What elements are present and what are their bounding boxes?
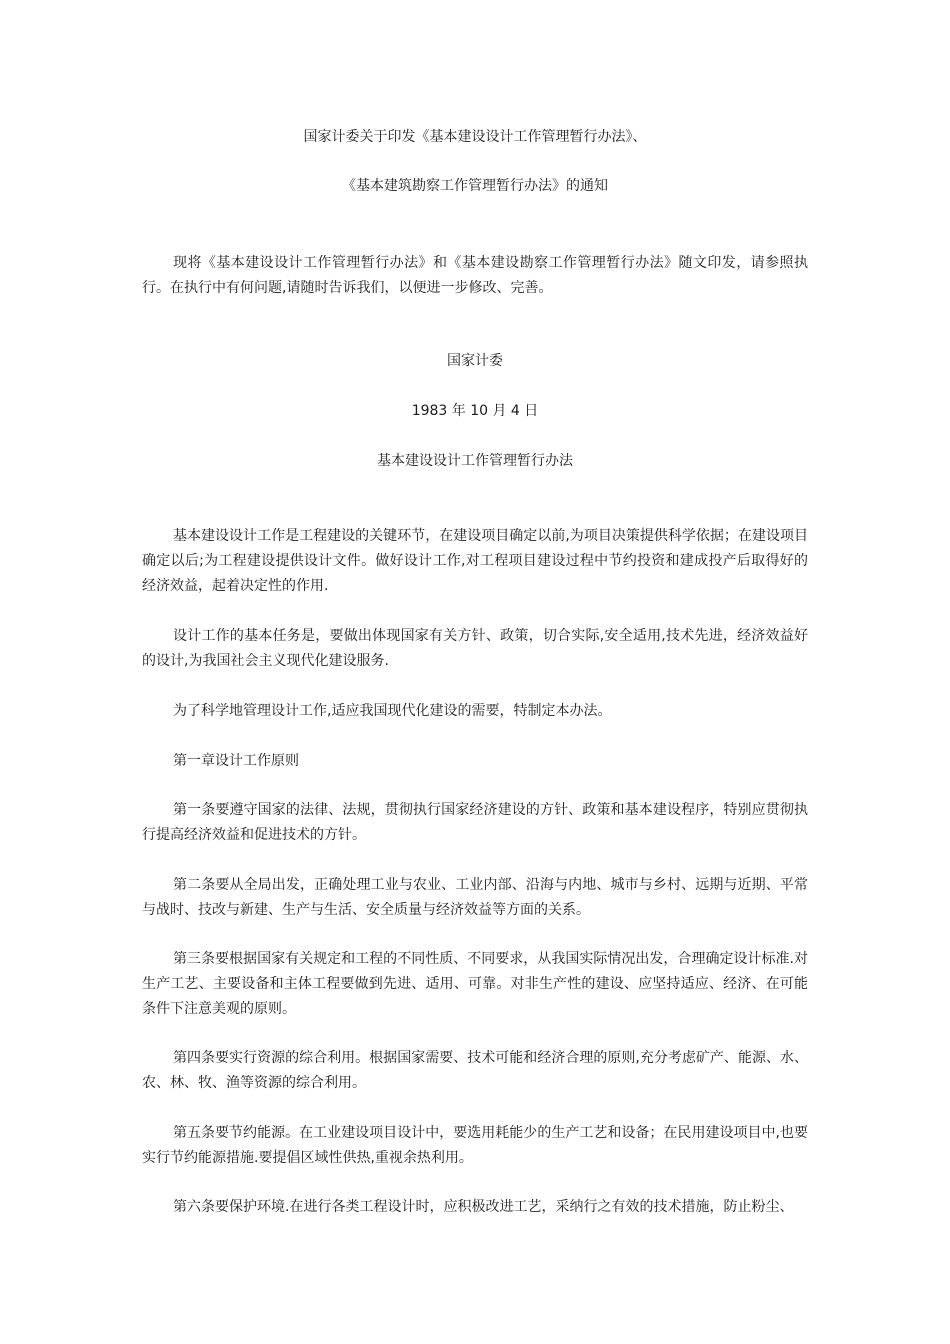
article-paragraph: 第四条要实行资源的综合利用。根据国家需要、技术可能和经济合理的原则,充分考虑矿产、能源、水、农、林、牧、渔等资源的综合利用。: [142, 1050, 808, 1091]
document-title-line-1: 国家计委关于印发《基本建设设计工作管理暂行办法》、: [303, 129, 647, 145]
issuer: 国家计委: [447, 353, 503, 369]
body-paragraph: 基本建设设计工作是工程建设的关键环节，在建设项目确定以前,为项目决策提供科学依据；在建设项目确定以后;为工程建设提供设计文件。做好设计工作,对工程项目建设过程中节约投资和建成投产后取得好的经济效益，起着决定性的作用.: [142, 528, 808, 594]
body-paragraph: 为了科学地管理设计工作,适应我国现代化建设的需要，特制定本办法。: [173, 703, 612, 719]
chapter-heading: 第一章设计工作原则: [173, 753, 299, 769]
article-paragraph: 第五条要节约能源。在工业建设项目设计中，要选用耗能少的生产工艺和设备；在民用建设项目中,也要实行节约能源措施.要提倡区域性供热,重视余热利用。: [142, 1125, 808, 1166]
article-paragraph: 第一条要遵守国家的法律、法规，贯彻执行国家经济建设的方针、政策和基本建设程序，特别应贯彻执行提高经济效益和促进技术的方针。: [142, 802, 808, 843]
intro-paragraph: 现将《基本建设设计工作管理暂行办法》和《基本建设勘察工作管理暂行办法》随文印发，请参照执行。在执行中有何问题,请随时告诉我们，以便进一步修改、完善。: [142, 255, 808, 296]
article-paragraph: 第六条要保护环境.在进行各类工程设计时，应积极改进工艺，采纳行之有效的技术措施，防止粉尘、: [173, 1199, 794, 1215]
document-title-line-2: 《基本建筑勘察工作管理暂行办法》的通知: [342, 178, 608, 194]
body-paragraph: 设计工作的基本任务是，要做出体现国家有关方针、政策，切合实际,安全适用,技术先进，经济效益好的设计,为我国社会主义现代化建设服务.: [142, 628, 808, 669]
issue-date: 1983 年 10 月 4 日: [411, 403, 539, 419]
article-paragraph: 第三条要根据国家有关规定和工程的不同性质、不同要求，从我国实际情况出发，合理确定设计标准.对生产工艺、主要设备和主体工程要做到先进、适用、可靠。对非生产性的建设、应坚持适应、经济、在可能条件下注意美观的原则。: [142, 951, 808, 1017]
article-paragraph: 第二条要从全局出发，正确处理工业与农业、工业内部、沿海与内地、城市与乡村、远期与近期、平常与战时、技改与新建、生产与生活、安全质量与经济效益等方面的关系。: [142, 877, 808, 918]
document-subtitle: 基本建设设计工作管理暂行办法: [377, 453, 573, 469]
